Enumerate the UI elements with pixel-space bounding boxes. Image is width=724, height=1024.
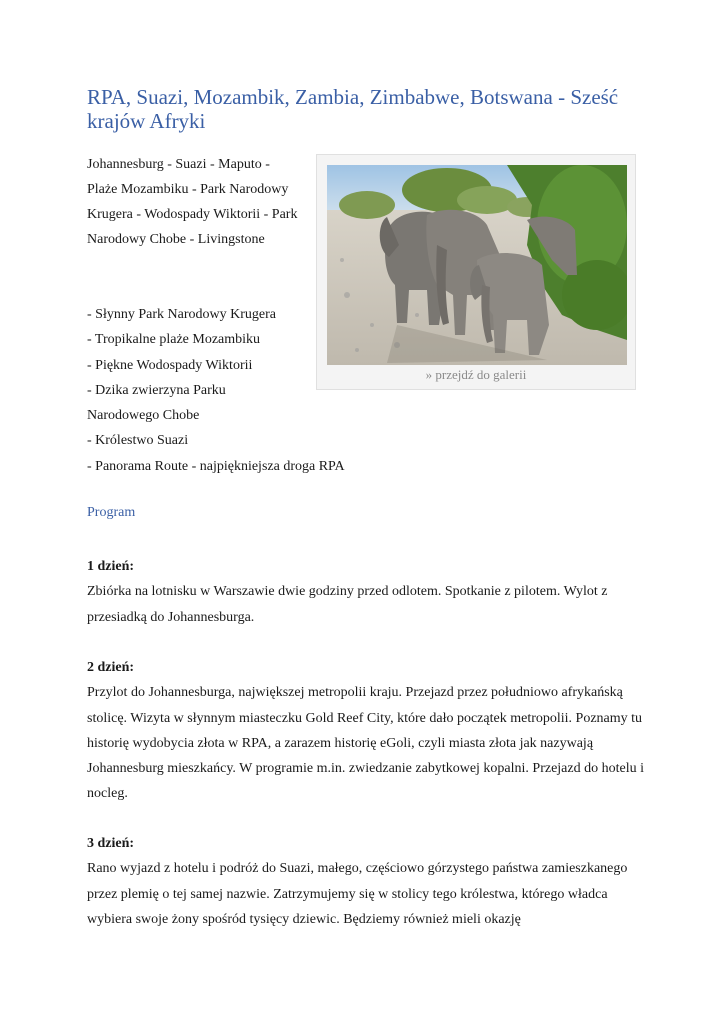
page-title: RPA, Suazi, Mozambik, Zambia, Zimbabwe, Botswana - Sześć krajów Afryki — [87, 85, 619, 133]
day-heading: 3 dzień: — [87, 836, 135, 851]
highlight-item: - Piękne Wodospady Wiktorii — [87, 357, 253, 373]
day-text: Zbiórka na lotnisku w Warszawie dwie godziny przed odlotem. Spotkanie z pilotem. Wylot z przesiadką do Johannesburga. — [87, 584, 608, 625]
highlight-item: - Panorama Route - najpiękniejsza droga RPA — [87, 458, 345, 474]
day-heading: 1 dzień: — [87, 559, 135, 574]
route-summary: Johannesburg - Suazi - Maputo - Plaże Mozambiku - Park Narodowy Krugera - Wodospady Wiktorii - Park Narodowy Chobe - Livingstone — [87, 157, 298, 247]
day-section — [87, 655, 647, 807]
elephants-photo-illustration — [327, 165, 627, 365]
highlight-item: - Tropikalne plaże Mozambiku — [87, 332, 261, 348]
highlight-item: - Dzika zwierzyna Parku Narodowego Chobe — [87, 382, 226, 424]
day-heading: 2 dzień: — [87, 660, 135, 675]
highlight-item: - Królestwo Suazi — [87, 433, 189, 449]
day-text: Rano wyjazd z hotelu i podróż do Suazi, małego, częściowo górzystego państwa zamieszkanego przez plemię o tej samej nazwie. Zatrzymujemy się w stolicy tego królestwa, którego władca wybiera swoje żony spośród tysięcy dziewic. Będziemy również mieli okazję — [87, 861, 628, 927]
elephants-photo[interactable] — [327, 165, 627, 365]
day-section — [87, 554, 647, 630]
day-section — [87, 831, 647, 932]
program-link[interactable]: Program — [87, 505, 136, 520]
gallery-box — [316, 154, 636, 390]
day-text: Przylot do Johannesburga, największej metropolii kraju. Przejazd przez południowo afrykańską stolicę. Wizyta w słynnym miasteczku Gold Reef City, które dało początek metropolii. Poznamy tu historię wydobycia złota w RPA, a zarazem historię eGoli, czyli miasta złota jak nazywają Johannesburg mieszkańcy. W programie m.in. zwiedzanie zabytkowej kopalni. Przejazd do hotelu i nocleg. — [87, 685, 644, 802]
highlight-item: - Słynny Park Narodowy Krugera — [87, 307, 276, 322]
gallery-link[interactable]: » przejdź do galerii — [425, 367, 527, 382]
